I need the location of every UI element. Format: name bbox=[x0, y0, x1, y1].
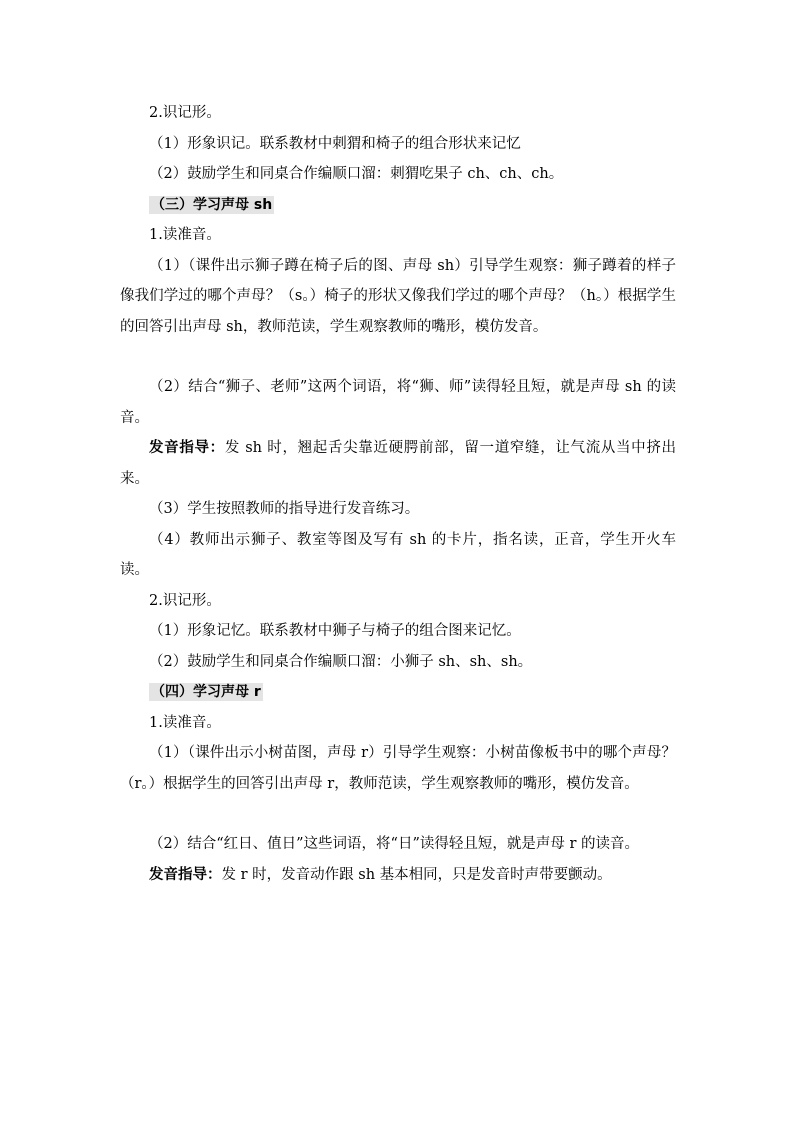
paragraph: （2）鼓励学生和同桌合作编顺口溜：刺猬吃果子 ch、ch、ch。 bbox=[149, 166, 564, 182]
section-heading-text: （四）学习声母 r bbox=[151, 684, 261, 700]
section-heading-sh bbox=[120, 190, 676, 221]
blank-line bbox=[120, 799, 676, 829]
paragraph: （4）教师出示狮子、教室等图及写有 sh 的卡片，指名读，正音，学生开火车读。 bbox=[120, 531, 676, 578]
paragraph: （1）形象识记。联系教材中刺猬和椅子的组合形状来记忆 bbox=[149, 135, 521, 152]
guide-label: 发音指导： bbox=[149, 440, 225, 456]
document-body bbox=[120, 98, 676, 890]
paragraph: （1）（课件出示狮子蹲在椅子后的图、声母 sh）引导学生观察：狮子蹲着的样子像我们学过的哪个声母？（s。）椅子的形状又像我们学过的哪个声母？（h。）根据学生的回答引出声母 sh，教师范读，学生观察教师的嘴形，模仿发音。 bbox=[120, 257, 676, 335]
paragraph: （2）结合“红日、值日”这些词语，将“日”读得轻且短，就是声母 r 的读音。 bbox=[149, 836, 640, 852]
guide-label: 发音指导： bbox=[149, 866, 222, 883]
pronunciation-guide bbox=[120, 860, 676, 891]
section-heading-text: （三）学习声母 sh bbox=[151, 196, 273, 213]
paragraph: 1.读准音。 bbox=[149, 227, 221, 243]
paragraph: 2.识记形。 bbox=[149, 592, 221, 609]
blank-line bbox=[120, 342, 676, 372]
guide-text: 发 sh 时，翘起舌尖靠近硬腭前部，留一道窄缝，让气流从当中挤出来。 bbox=[120, 440, 676, 487]
pronunciation-guide bbox=[120, 433, 676, 494]
paragraph: （1）形象记忆。联系教材中狮子与椅子的组合图来记忆。 bbox=[149, 623, 521, 639]
paragraph: （2）鼓励学生和同桌合作编顺口溜：小狮子 sh、sh、sh。 bbox=[149, 653, 533, 670]
paragraph: 1.读准音。 bbox=[149, 714, 221, 731]
paragraph: （1）（课件出示小树苗图，声母 r）引导学生观察：小树苗像板书中的哪个声母？（r。）根据学生的回答引出声母 r，教师范读，学生观察教师的嘴形，模仿发音。 bbox=[120, 745, 676, 792]
guide-text: 发 r 时，发音动作跟 sh 基本相同，只是发音时声带要颤动。 bbox=[221, 866, 612, 883]
paragraph: （2）结合“狮子、老师”这两个词语，将“狮、师”读得轻且短，就是声母 sh 的读音。 bbox=[120, 379, 676, 426]
section-heading-r bbox=[120, 677, 676, 708]
paragraph: 2.识记形。 bbox=[149, 105, 221, 121]
paragraph: （3）学生按照教师的指导进行发音练习。 bbox=[149, 501, 420, 517]
